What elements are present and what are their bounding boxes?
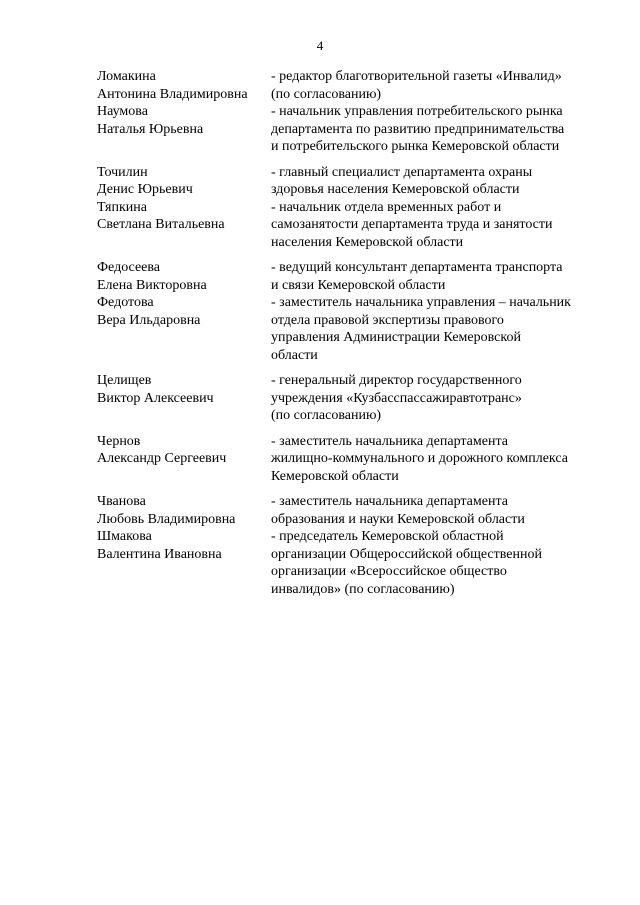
member-role bbox=[271, 103, 607, 156]
member-name bbox=[97, 259, 271, 294]
role-line: жилищно-коммунального и дорожного комплекса bbox=[271, 451, 568, 466]
member-name bbox=[97, 528, 271, 598]
surname: Точилин bbox=[97, 164, 148, 180]
members-list bbox=[97, 68, 607, 598]
member-role bbox=[271, 199, 607, 252]
role-line: и связи Кемеровской области bbox=[271, 277, 446, 293]
surname: Федотова bbox=[97, 295, 154, 310]
role-line: отдела правовой экспертизы правового bbox=[271, 312, 504, 328]
role-line: (по согласованию) bbox=[271, 86, 382, 102]
member-role bbox=[271, 433, 607, 486]
first-name-patronymic: Денис Юрьевич bbox=[97, 182, 193, 197]
role-line: - генеральный директор государственного bbox=[271, 373, 522, 388]
role-line: образования и науки Кемеровской области bbox=[271, 511, 525, 527]
role-line: - заместитель начальника департамента bbox=[271, 433, 508, 449]
member-entry bbox=[97, 433, 607, 486]
member-role bbox=[271, 164, 607, 199]
member-entry bbox=[97, 103, 607, 156]
member-entry bbox=[97, 199, 607, 252]
role-line: департамента по развитию предпринимательства bbox=[271, 121, 565, 137]
member-name bbox=[97, 164, 271, 199]
role-line: - председатель Кемеровской областной bbox=[271, 529, 504, 544]
member-name bbox=[97, 103, 271, 156]
member-name bbox=[97, 294, 271, 364]
role-line: - главный специалист департамента охраны bbox=[271, 164, 533, 180]
member-entry bbox=[97, 164, 607, 199]
role-line: инвалидов» (по согласованию) bbox=[271, 581, 455, 597]
member-entry bbox=[97, 294, 607, 364]
role-line: Кемеровской области bbox=[271, 468, 399, 484]
first-name-patronymic: Виктор Алексеевич bbox=[97, 390, 214, 406]
role-line: управления Администрации Кемеровской bbox=[271, 330, 521, 345]
role-line: населения Кемеровской области bbox=[271, 234, 464, 250]
first-name-patronymic: Антонина Владимировна bbox=[97, 86, 248, 102]
member-entry bbox=[97, 68, 607, 103]
role-line: - заместитель начальника департамента bbox=[271, 494, 508, 509]
surname: Ломакина bbox=[97, 69, 156, 84]
member-entry bbox=[97, 528, 607, 598]
member-name bbox=[97, 433, 271, 486]
role-line: здоровья населения Кемеровской области bbox=[271, 182, 520, 197]
surname: Целищев bbox=[97, 373, 152, 388]
member-entry bbox=[97, 259, 607, 294]
role-line: области bbox=[271, 347, 318, 363]
member-role bbox=[271, 528, 607, 598]
role-line: - ведущий консультант департамента транспорта bbox=[271, 260, 563, 275]
role-line: - редактор благотворительной газеты «Инвалид» bbox=[271, 69, 562, 84]
member-entry bbox=[97, 372, 607, 425]
first-name-patronymic: Александр Сергеевич bbox=[97, 451, 227, 466]
first-name-patronymic: Елена Викторовна bbox=[97, 277, 207, 293]
role-line: организации «Всероссийское общество bbox=[271, 564, 507, 579]
first-name-patronymic: Любовь Владимировна bbox=[97, 511, 236, 527]
member-role bbox=[271, 68, 607, 103]
role-line: самозанятости департамента труда и занятости bbox=[271, 217, 553, 232]
first-name-patronymic: Вера Ильдаровна bbox=[97, 312, 201, 328]
role-line: учреждения «Кузбасспассажиравтотранс» bbox=[271, 390, 522, 406]
member-role bbox=[271, 372, 607, 425]
role-line: - заместитель начальника управления – начальник bbox=[271, 295, 571, 310]
page-number: 4 bbox=[316, 38, 324, 53]
first-name-patronymic: Валентина Ивановна bbox=[97, 546, 222, 562]
member-name bbox=[97, 493, 271, 528]
role-line: - начальник отдела временных работ и bbox=[271, 199, 502, 215]
surname: Тяпкина bbox=[97, 199, 147, 215]
member-role bbox=[271, 493, 607, 528]
role-line: - начальник управления потребительского рынка bbox=[271, 104, 563, 119]
first-name-patronymic: Светлана Витальевна bbox=[97, 217, 225, 232]
surname: Наумова bbox=[97, 104, 148, 119]
member-name bbox=[97, 199, 271, 252]
role-line: и потребительского рынка Кемеровской области bbox=[271, 139, 560, 154]
first-name-patronymic: Наталья Юрьевна bbox=[97, 121, 204, 137]
surname: Чванова bbox=[97, 494, 146, 509]
surname: Федосеева bbox=[97, 260, 161, 275]
role-line: (по согласованию) bbox=[271, 408, 382, 423]
role-line: организации Общероссийской общественной bbox=[271, 546, 542, 562]
member-role bbox=[271, 259, 607, 294]
member-name bbox=[97, 372, 271, 425]
surname: Шмакова bbox=[97, 529, 152, 544]
member-entry bbox=[97, 493, 607, 528]
member-name bbox=[97, 68, 271, 103]
member-role bbox=[271, 294, 607, 364]
surname: Чернов bbox=[97, 433, 141, 449]
